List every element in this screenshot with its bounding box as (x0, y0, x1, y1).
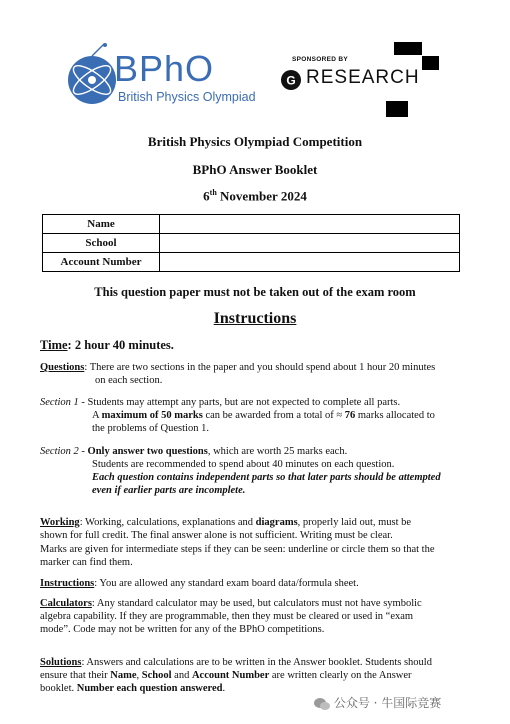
time-line: Time: 2 hour 40 minutes. (40, 338, 174, 352)
calculators-line-1: Calculators: Any standard calculator may be used, but calculators must not have symbolic (40, 598, 422, 609)
booklet-title: BPhO Answer Booklet (192, 162, 318, 177)
redaction-block (422, 56, 439, 70)
section2-line-1: Section 2 - Only answer two questions, which are worth 25 marks each. (40, 446, 348, 457)
questions-line-1: Questions: There are two sections in the paper and you should spend about 1 hour 20 minutes (40, 362, 436, 373)
sponsor-label: SPONSORED BY (292, 56, 348, 63)
g-research-logo-icon (281, 70, 301, 90)
wechat-icon (314, 697, 330, 711)
competition-title: British Physics Olympiad Competition (147, 134, 363, 149)
bpho-wordmark: BPhO (114, 48, 215, 89)
working-line-3: Marks are given for intermediate steps if they can be seen: underline or circle them so that the (40, 544, 435, 555)
solutions-line-3: booklet. Number each question answered. (40, 683, 226, 694)
questions-line-2: on each section. (95, 375, 163, 386)
working-line-4: marker can find them. (40, 557, 133, 568)
working-line-2: shown for full credit. The final answer alone is not sufficient. Writing must be clear. (40, 530, 393, 541)
exam-date: 6th November 2024 (203, 188, 307, 204)
section1-line-3: the problems of Question 1. (92, 423, 209, 434)
school-label: School (43, 234, 160, 253)
sponsor-logo-letter: G (286, 73, 296, 88)
section1-line-1: Section 1 - Students may attempt any parts, but are not expected to complete all parts. (40, 397, 401, 408)
candidate-info-table (42, 214, 460, 272)
solutions-line-2: ensure that their Name, School and Account Number are written clearly on the Answer (40, 670, 412, 681)
watermark-text: 公众号 · 牛国际竞赛 (333, 696, 442, 710)
section1-line-2: A maximum of 50 marks can be awarded from a total of ≈ 76 marks allocated to (92, 410, 435, 421)
name-field[interactable] (160, 215, 460, 234)
sponsor-name: RESEARCH (306, 67, 420, 88)
bpho-logo-emblem (62, 42, 122, 112)
solutions-line-1: Solutions: Answers and calculations are to be written in the Answer booklet. Students should (40, 657, 432, 668)
calculators-line-2: algebra capability. If they are programmable, then they must be cleared or used in “exam (40, 611, 414, 622)
section2-line-2: Students are recommended to spend about 40 minutes on each question. (92, 459, 395, 470)
account-number-field[interactable] (160, 253, 460, 272)
school-field[interactable] (160, 234, 460, 253)
table-row (43, 253, 460, 272)
account-number-label: Account Number (43, 253, 160, 272)
exam-room-warning: This question paper must not be taken out of the exam room (94, 285, 416, 299)
redaction-block (394, 42, 422, 55)
wechat-watermark (314, 694, 504, 716)
section2-line-3: Each question contains independent parts so that later parts should be attempted (92, 472, 441, 483)
working-line-1: Working: Working, calculations, explanations and diagrams, properly laid out, must be (40, 517, 412, 528)
section2-line-4: even if earlier parts are incomplete. (92, 485, 246, 496)
table-row (43, 215, 460, 234)
table-row (43, 234, 460, 253)
instructions-line: Instructions: You are allowed any standard exam board data/formula sheet. (40, 578, 359, 589)
bpho-full-name: British Physics Olympiad (118, 90, 256, 104)
name-label: Name (43, 215, 160, 234)
redaction-block (386, 101, 408, 117)
calculators-line-3: mode”. Code may not be written for any of the BPhO competitions. (40, 624, 325, 635)
instructions-heading: Instructions (213, 310, 297, 327)
